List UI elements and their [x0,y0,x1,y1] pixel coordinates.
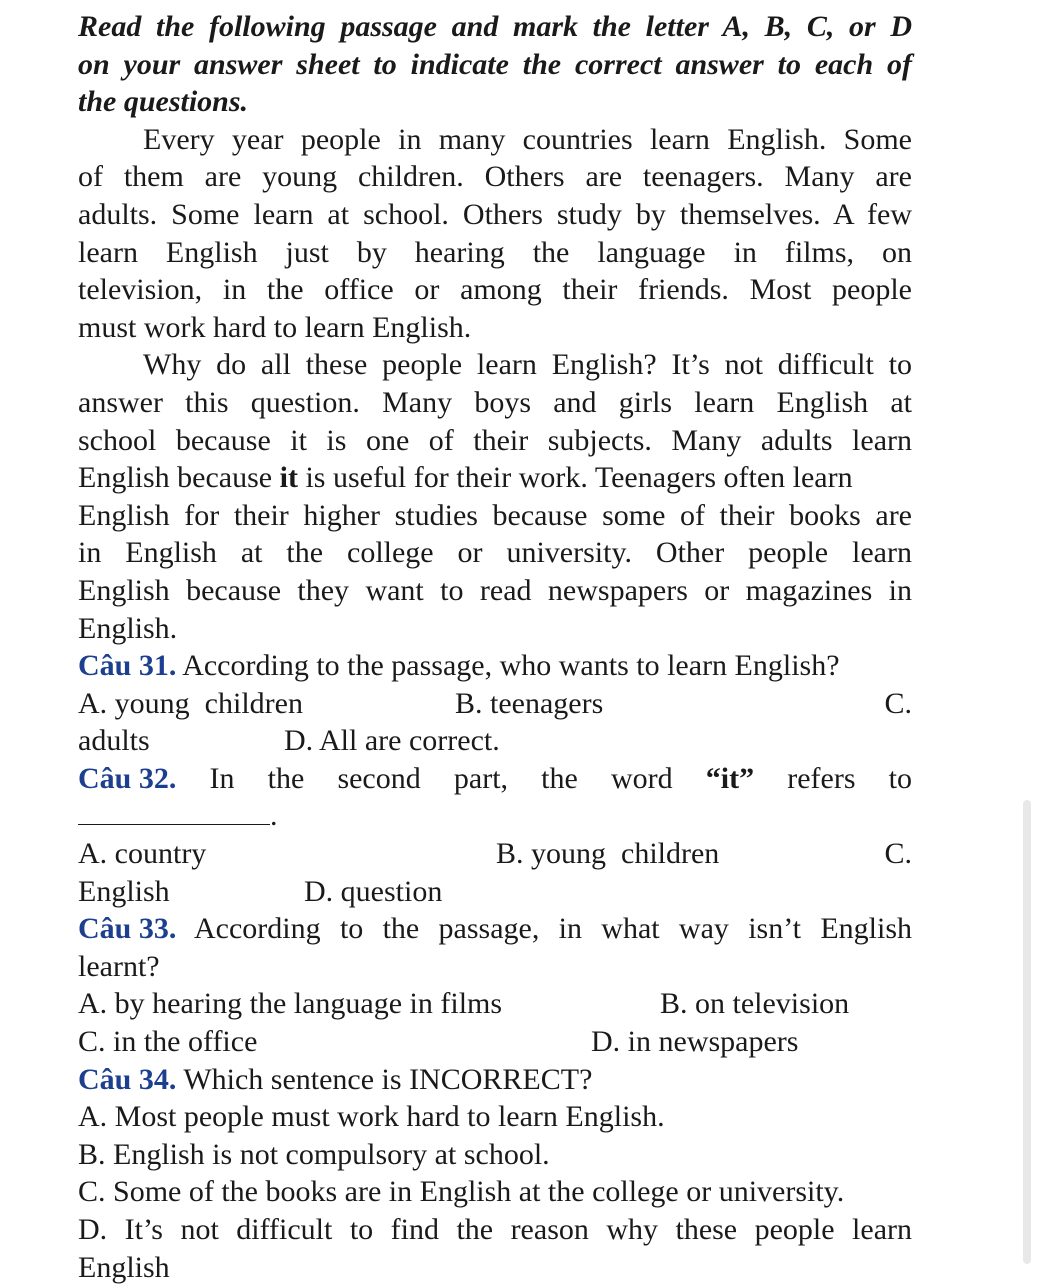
passage-line: of them are young children. Others are teenagers. Many are [78,160,912,194]
passage-paragraph-2 [78,346,912,647]
question-31 [78,647,912,760]
passage-line: English for their higher studies because some of their books are [78,498,912,532]
passage-line: school because it is one of their subjects. Many adults learn [78,423,912,457]
question-stem [78,647,912,685]
question-word: refers [787,761,856,795]
option-a[interactable]: A. Most people must work hard to learn English. [78,1100,665,1134]
question-number: Câu 33. [78,912,177,946]
question-text: According to the passage, who wants to learn English? [176,649,840,683]
passage-line: adults. Some learn at school. Others study by themselves. A few [78,197,912,231]
answer-blank [78,802,270,825]
option-d[interactable]: D. All are correct. [284,724,500,758]
option-b[interactable]: B. on television [660,987,850,1021]
question-stem [78,910,912,948]
option-c-text[interactable]: adults [78,724,150,758]
instruction-line-1: Read the following passage and mark the letter A, B, C, or D [78,10,912,43]
passage-line: Why do all these people learn English? It’s not difficult to [143,348,912,382]
question-text-cont: learnt? [78,949,160,983]
instruction-line-3: the questions. [78,85,249,119]
question-32 [78,760,912,910]
scrollbar[interactable] [1023,800,1031,1264]
passage-paragraph-1 [78,121,912,347]
passage-line: answer this question. Many boys and girls learn English at [78,385,912,419]
question-33 [78,910,912,1060]
blank-period: . [270,799,278,833]
question-34 [78,1061,912,1286]
option-b[interactable]: B. teenagers [455,686,604,720]
question-stem [78,1061,912,1099]
option-c-label[interactable]: C. [884,686,912,720]
passage-line: English because they want to read newspapers or magazines in [78,573,912,607]
option-d[interactable]: D. in newspapers [591,1025,799,1059]
question-word: to [888,761,912,795]
option-b[interactable]: B. young children [496,837,720,871]
question-word: part, [453,761,509,795]
passage-text: English because [78,461,280,495]
question-text: Which sentence is INCORRECT? [176,1062,593,1096]
document-page [78,8,912,1286]
option-b[interactable]: B. English is not compulsory at school. [78,1137,550,1171]
question-word: word [610,761,673,795]
option-a[interactable]: A. country [78,837,207,871]
question-stem [78,760,912,798]
question-word: the [267,761,305,795]
passage-line: learn English just by hearing the language in films, on [78,235,912,269]
option-d-cont[interactable]: English [78,1250,170,1284]
option-c[interactable]: C. Some of the books are in English at the college or university. [78,1175,845,1209]
highlighted-word-it: it [279,461,298,495]
question-number: Câu 34. [78,1062,177,1096]
passage-line: must work hard to learn English. [78,310,472,344]
question-text: According to the passage, in what way isn’t English [176,912,912,946]
passage-line: television, in the office or among their friends. Most people [78,273,912,307]
passage-text: is useful for their work. Teenagers often learn [297,461,853,495]
instruction-line-2: on your answer sheet to indicate the correct answer to each of [78,47,912,81]
passage-line: Every year people in many countries learn English. Some [143,122,912,156]
option-c-text[interactable]: English [78,874,170,908]
question-word: the [541,761,578,795]
passage-line: English. [78,611,178,645]
passage-line: in English at the college or university. Other people learn [78,536,912,570]
option-a[interactable]: A. young children [78,686,303,720]
option-a[interactable]: A. by hearing the language in films [78,987,503,1021]
question-word-it: “it” [705,761,755,795]
option-d[interactable]: D. It’s not difficult to find the reason why these people learn [78,1213,912,1246]
option-d[interactable]: D. question [304,874,443,908]
question-word: second [337,761,421,795]
question-word: In [209,761,235,795]
question-number: Câu 31. [78,649,177,683]
option-c-label[interactable]: C. [884,837,912,871]
passage-line [78,459,912,497]
option-c[interactable]: C. in the office [78,1025,258,1059]
answer-blank-line [78,797,912,835]
question-number: Câu 32. [78,761,177,795]
